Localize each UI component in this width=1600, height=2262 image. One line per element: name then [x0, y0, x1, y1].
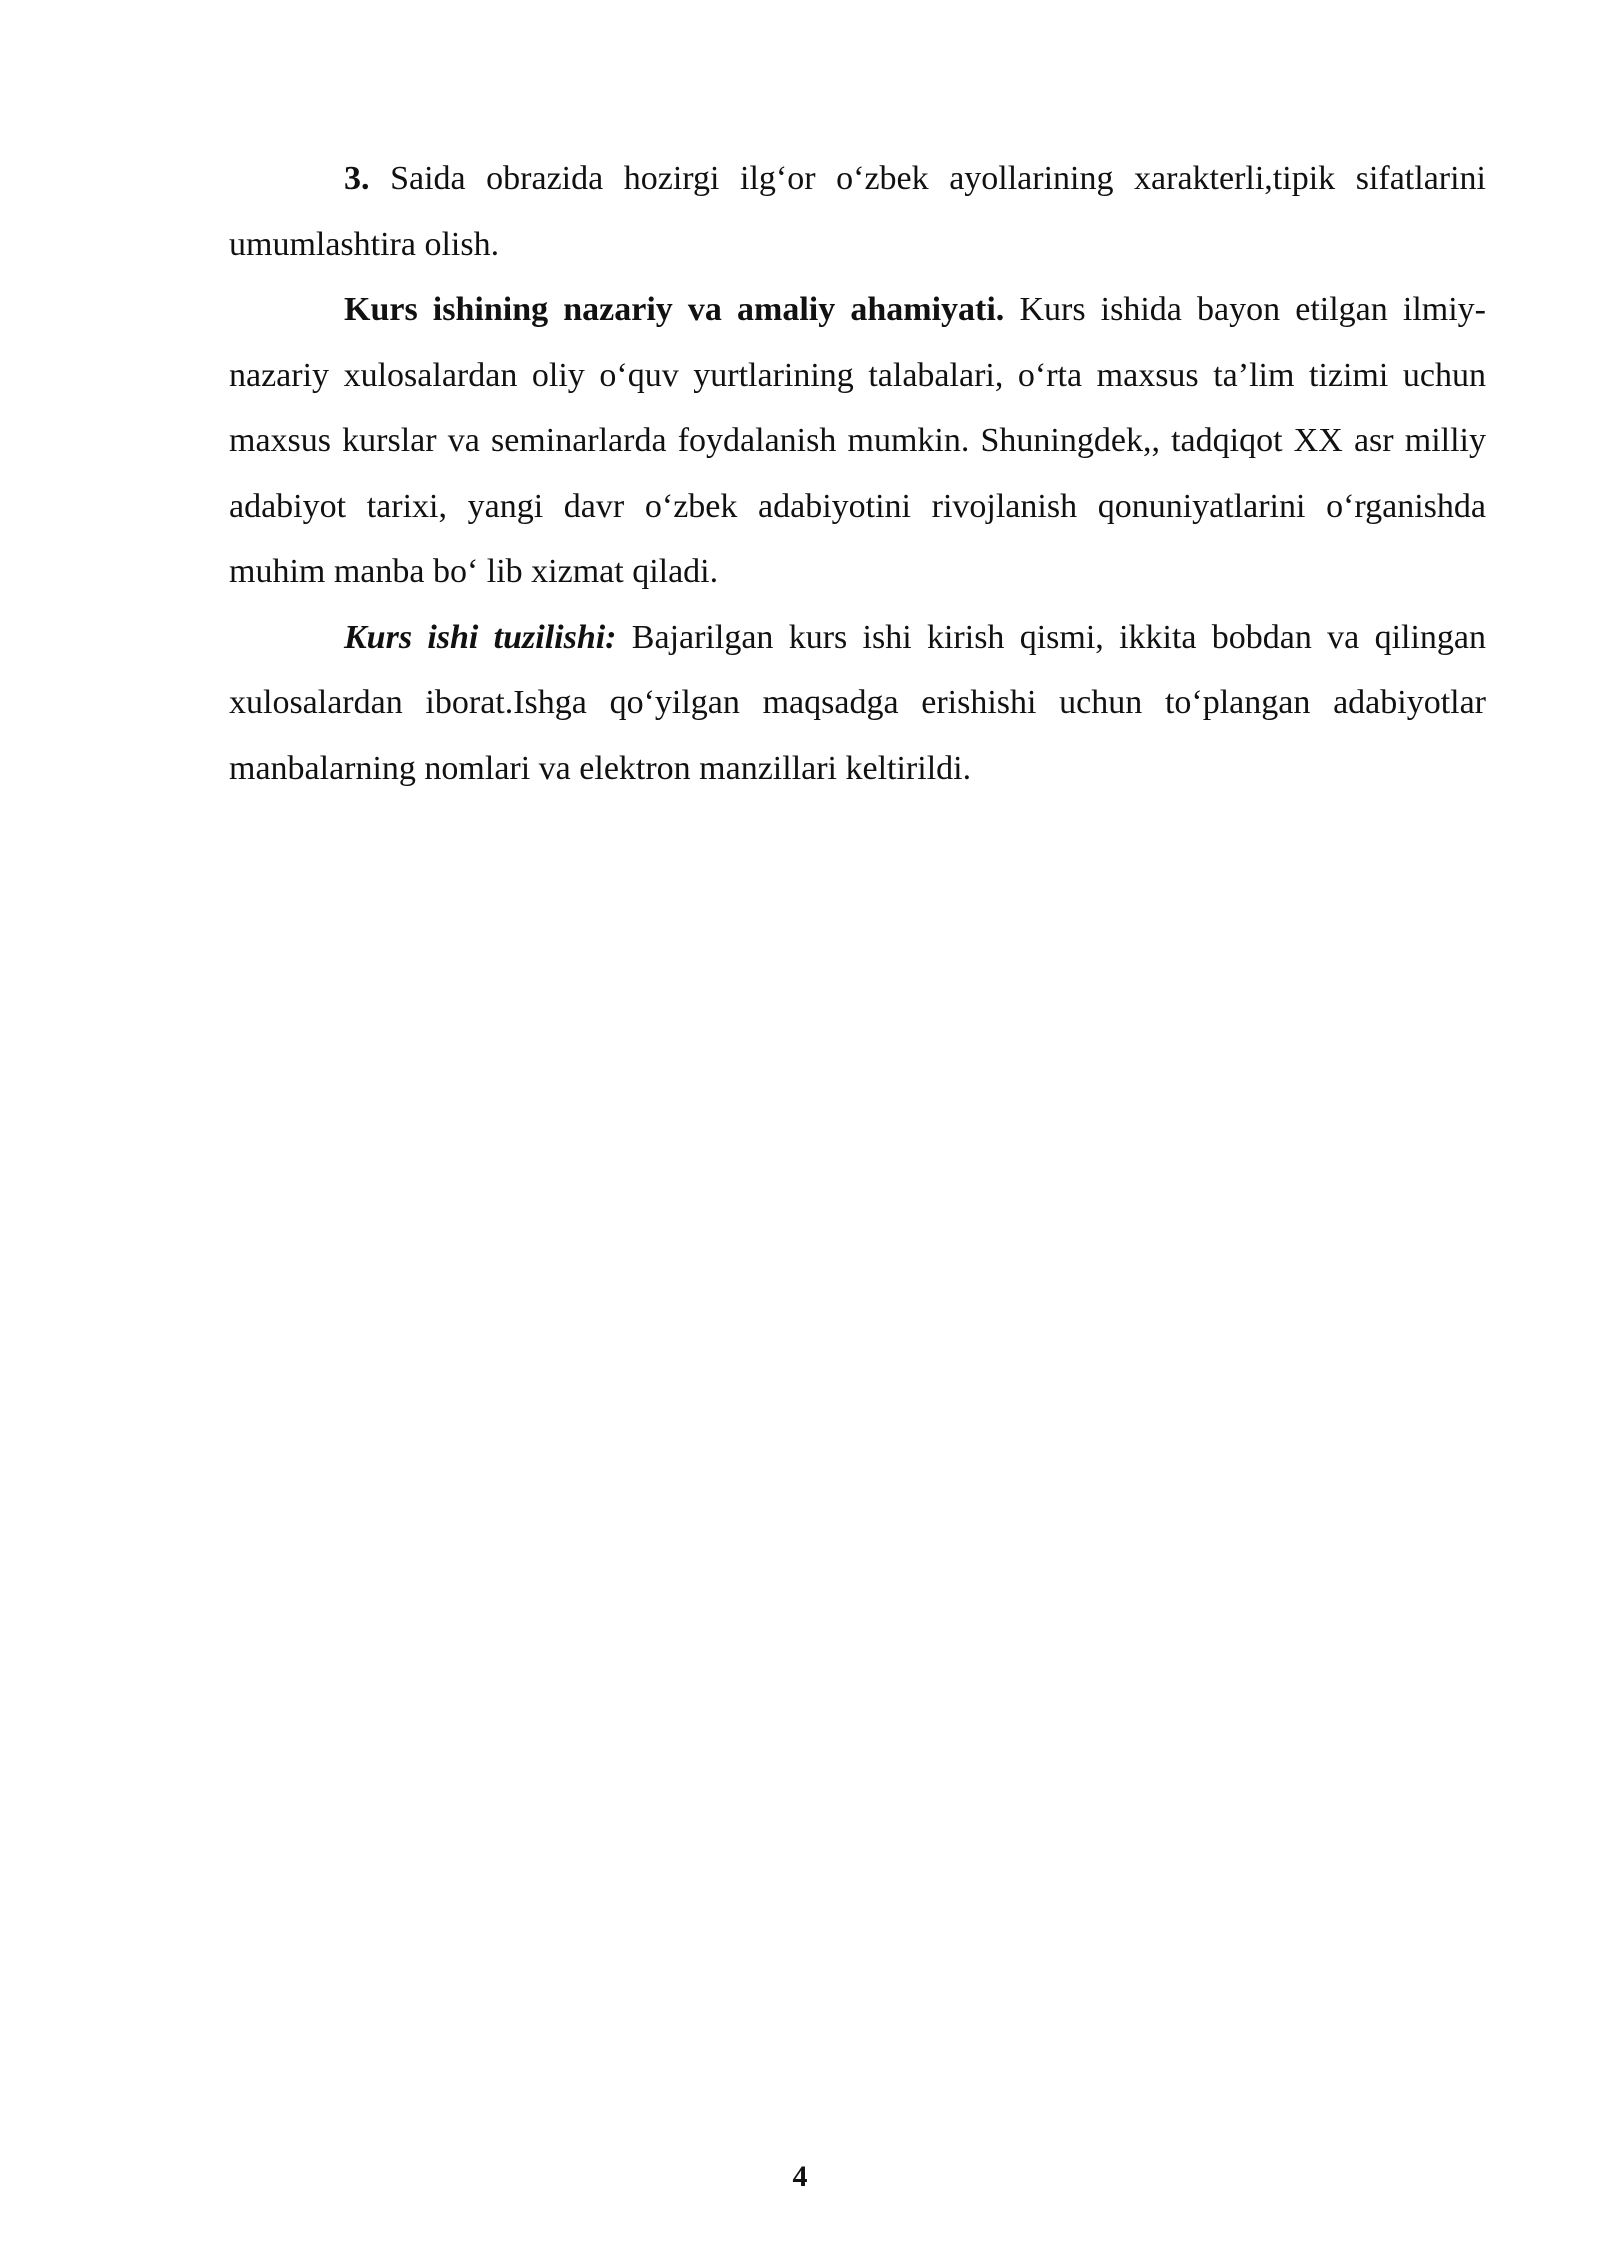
- paragraph-text: Bajarilgan kurs ishi kirish qismi, ikkita bobdan va qilingan xulosalardan iborat.Ishga qo‘yilgan maqsadga erishishi uchun to‘plangan adabiyotlar manbalarning nomlari va elektron manzillari keltirildi.: [229, 618, 1486, 787]
- paragraph-text: Kurs ishida bayon etilgan ilmiy-nazariy xulosalardan oliy o‘quv yurtlarining talabalari, o‘rta maxsus ta’lim tizimi uchun maxsus kurslar va seminarlarda foydalanish mumkin. Shuningdek,, tadqiqot XX asr milliy adabiyot tarixi, yangi davr o‘zbek adabiyotini rivojlanish qonuniyatlarini o‘rganishda muhim manba bo‘ lib xizmat qiladi.: [229, 291, 1486, 590]
- paragraph-structure: [229, 605, 1486, 802]
- section-heading-significance: Kurs ishining nazariy va amaliy ahamiyati.: [344, 291, 1005, 328]
- list-number: 3.: [344, 160, 370, 197]
- paragraph-goal-3: [229, 146, 1486, 277]
- page-number: 4: [792, 2160, 808, 2193]
- document-body: [229, 146, 1486, 801]
- section-heading-structure: Kurs ishi tuzilishi:: [344, 618, 617, 656]
- paragraph-significance: [229, 277, 1486, 605]
- paragraph-text: Saida obrazida hozirgi ilg‘or o‘zbek ayollarining xarakterli,tipik sifatlarini umumlashtira olish.: [229, 160, 1486, 263]
